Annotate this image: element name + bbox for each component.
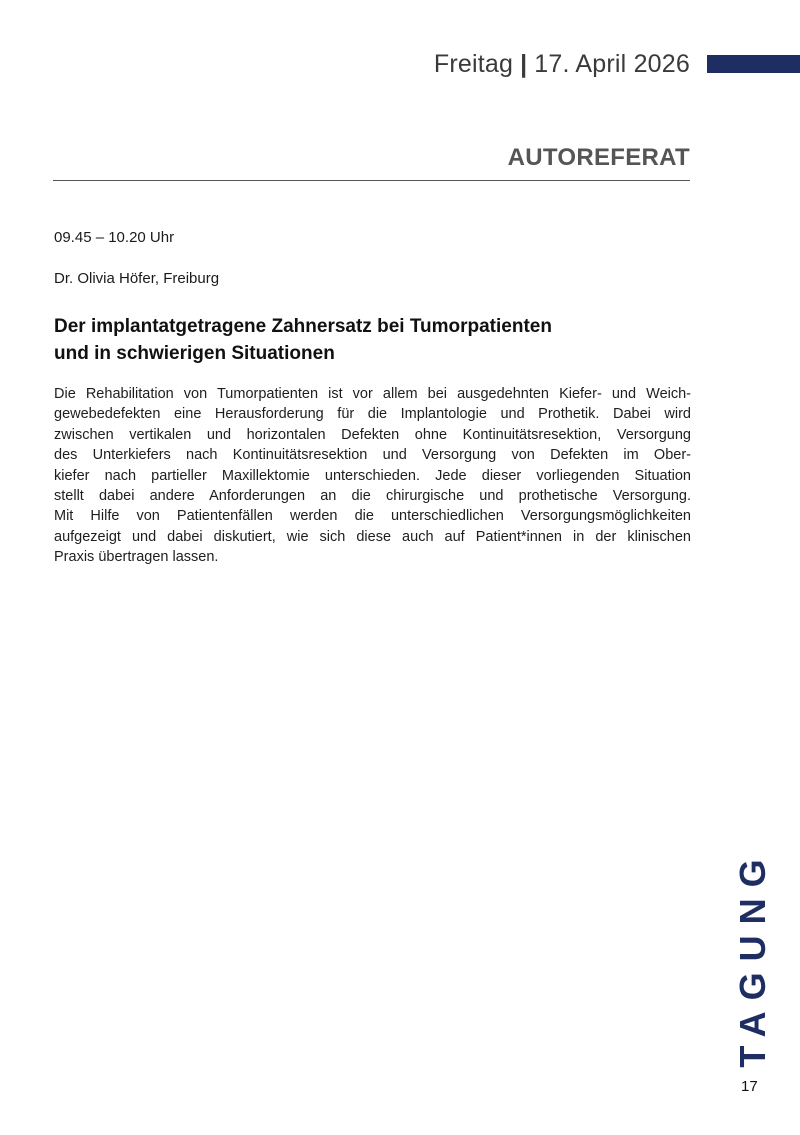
- abstract-line: Praxis übertragen lassen.: [54, 549, 219, 566]
- abstract-line: des Unterkiefers nach Kontinuitätsresektion und Versorgung von Defekten im Ober-: [54, 447, 691, 464]
- abstract-line: aufgezeigt und dabei diskutiert, wie sich diese auch auf Patient*innen in der klinischen: [54, 528, 691, 545]
- abstract-line: Mit Hilfe von Patientenfällen werden die unterschiedlichen Versorgungsmöglichkeiten: [54, 508, 691, 525]
- header-date-value: 17. April 2026: [534, 50, 690, 78]
- talk-title-line: und in schwierigen Situationen: [54, 343, 335, 364]
- talk-speaker: Dr. Olivia Höfer, Freiburg: [54, 270, 220, 287]
- talk-title-line: Der implantatgetragene Zahnersatz bei Tumorpatienten: [54, 316, 552, 337]
- abstract-line: Die Rehabilitation von Tumorpatienten ist vor allem bei ausgedehnten Kiefer- und Weich-: [54, 386, 691, 402]
- abstract-line: kiefer nach partieller Maxillektomie unterschieden. Jede dieser vorliegenden Situation: [54, 467, 691, 484]
- abstract-line: stellt dabei andere Anforderungen an die chirurgische und prothetische Versorgung.: [54, 488, 691, 505]
- page-number: 17: [741, 1078, 758, 1095]
- talk-title: [54, 313, 694, 367]
- header-accent-bar: [707, 55, 800, 73]
- talk-time: 09.45 – 10.20 Uhr: [54, 229, 175, 246]
- abstract-line: zwischen vertikalen und horizontalen Defekten ohne Kontinuitätsresektion, Versorgung: [54, 426, 691, 443]
- header-day: Freitag: [433, 50, 514, 78]
- side-section-label: [729, 848, 777, 1068]
- side-section-label-text: TAGUNG: [732, 848, 773, 1068]
- header-separator: |: [520, 50, 528, 78]
- abstract-line: gewebedefekten eine Herausforderung für die Implantologie und Prothetik. Dabei wird: [54, 406, 691, 423]
- abstract-text: [54, 384, 691, 568]
- header-date: [434, 50, 690, 79]
- section-divider: [53, 180, 690, 181]
- section-title: AUTOREFERAT: [507, 144, 690, 171]
